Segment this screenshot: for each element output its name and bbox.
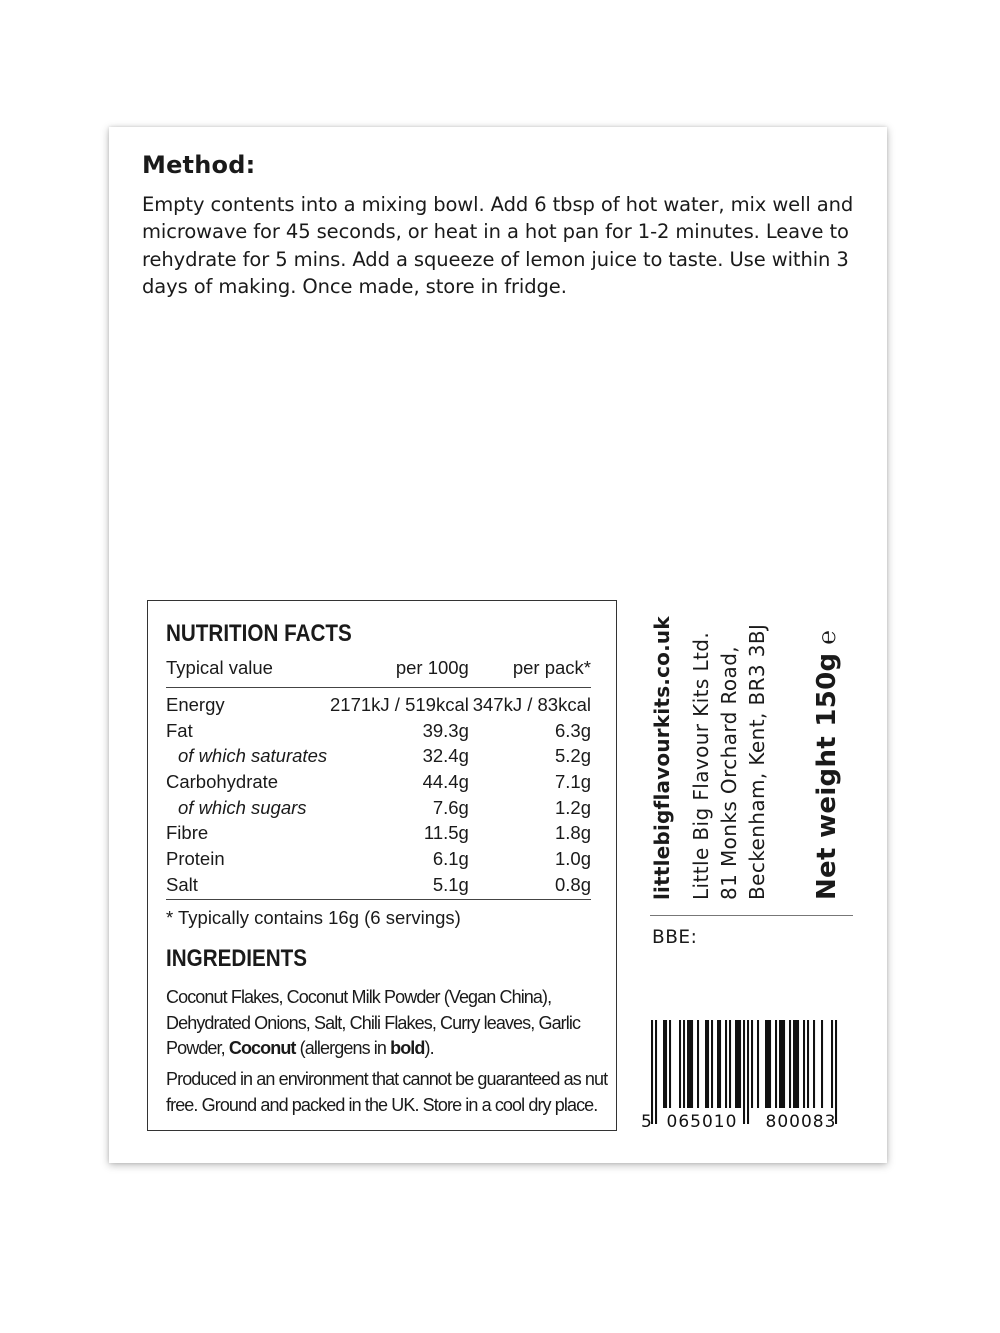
barcode-bar: [739, 1020, 741, 1108]
estimated-sign-icon: ℮: [813, 629, 841, 645]
table-row: [166, 820, 591, 846]
barcode-bar: [775, 1020, 777, 1108]
header-perpack: per pack*: [512, 657, 591, 678]
table-row: [166, 872, 591, 898]
barcode-bar: [793, 1020, 795, 1108]
production-note: Produced in an environment that cannot be guaranteed as nut free. Ground and packed in the UK. Store in a cool dry place.: [166, 1069, 608, 1115]
barcode-bar: [779, 1020, 781, 1108]
barcode-bar: [743, 1020, 745, 1124]
row-label: Fibre: [166, 822, 209, 844]
address-line-1: Little Big Flavour Kits Ltd.: [689, 631, 713, 900]
barcode-bar: [655, 1020, 657, 1124]
barcode-bar: [687, 1020, 689, 1108]
barcode-bar: [705, 1020, 707, 1108]
barcode-bar: [797, 1020, 799, 1108]
barcode-bar: [789, 1020, 791, 1108]
barcode-bar: [725, 1020, 727, 1108]
barcode-bar: [729, 1020, 731, 1108]
barcode-bar: [679, 1020, 681, 1108]
barcode-bar: [719, 1020, 721, 1108]
row-per100: 2171kJ / 519kcal: [330, 693, 469, 715]
row-per100: 32.4g: [422, 745, 469, 767]
barcode-bar: [835, 1020, 837, 1124]
table-row: [166, 743, 591, 769]
side-divider: [650, 915, 853, 916]
barcode-bar: [665, 1020, 667, 1108]
barcode-bar: [717, 1020, 719, 1108]
barcode-bar: [783, 1020, 785, 1108]
net-weight-text: Net weight 150g: [812, 652, 842, 900]
row-per100: 5.1g: [432, 873, 469, 895]
barcode-bar: [683, 1020, 685, 1108]
barcode-bar: [707, 1020, 709, 1108]
row-perpack: 1.2g: [554, 796, 591, 818]
barcode-bar: [663, 1020, 665, 1108]
barcode-bar: [735, 1020, 737, 1108]
method-text: Empty contents into a mixing bowl. Add 6 tbsp of hot water, mix well and microwave for 45 seconds, or heat in a hot pan for 1-2 minutes. Leave to rehydrate for 5 mins. Add a squeeze of lemon juice to taste. Use within 3 days of making. Once made, store in fridge.: [142, 193, 854, 298]
row-perpack: 1.0g: [554, 847, 591, 869]
row-label: of which sugars: [178, 796, 307, 818]
barcode-bar: [769, 1020, 771, 1108]
row-per100: 44.4g: [422, 770, 469, 792]
row-per100: 6.1g: [432, 847, 469, 869]
ingredients-text: Coconut Flakes, Coconut Milk Powder (Vegan China), Dehydrated Onions, Salt, Chili Flakes, Curry leaves, Garlic Powder,: [166, 987, 581, 1058]
nutrition-panel: [147, 600, 617, 1131]
header-per100: per 100g: [395, 657, 469, 678]
barcode-bar: [795, 1020, 797, 1108]
nutrition-header-row: [166, 657, 591, 688]
row-label: Protein: [166, 847, 225, 869]
table-row: [166, 846, 591, 872]
row-per100: 39.3g: [422, 719, 469, 741]
row-label: Salt: [166, 873, 198, 895]
barcode-bar: [751, 1020, 753, 1108]
website-text: littlebigflavourkits.co.uk: [650, 616, 674, 900]
barcode-bar: [813, 1020, 815, 1108]
row-perpack: 5.2g: [554, 745, 591, 767]
barcode-bar: [711, 1020, 713, 1108]
barcode-bar: [737, 1020, 739, 1108]
row-label: Fat: [166, 719, 193, 741]
barcode-bar: [781, 1020, 783, 1108]
barcode-lead-digit: 5: [641, 1112, 652, 1132]
table-row: [166, 718, 591, 744]
row-label: Carbohydrate: [166, 770, 279, 792]
net-weight: [812, 630, 842, 900]
barcode-bar: [803, 1020, 805, 1108]
header-label: Typical value: [166, 657, 273, 678]
barcode-right-digits: 800083: [765, 1112, 837, 1132]
row-perpack: 0.8g: [554, 873, 591, 895]
table-row: [166, 769, 591, 795]
table-row: [166, 795, 591, 821]
ingredients-list: [166, 985, 611, 1062]
barcode-bar: [767, 1020, 769, 1108]
barcode-bar: [757, 1020, 759, 1108]
table-row: [166, 688, 591, 718]
barcode-bar: [821, 1020, 823, 1108]
barcode-bar: [747, 1020, 749, 1124]
barcode-bars: [651, 1020, 839, 1124]
allergen-note-bold: bold: [390, 1038, 425, 1058]
row-perpack: 6.3g: [554, 719, 591, 741]
address-line-2: 81 Monks Orchard Road,: [717, 645, 741, 900]
nutrition-footnote: * Typically contains 16g (6 servings): [166, 907, 461, 928]
nutrition-table: [166, 657, 591, 898]
barcode-left-digits: 065010: [666, 1112, 738, 1132]
allergen-coconut: Coconut: [228, 1038, 296, 1058]
row-perpack: 347kJ / 83kcal: [472, 693, 591, 715]
barcode-bar: [831, 1020, 833, 1108]
barcode-bar: [697, 1020, 699, 1108]
barcode-bar: [651, 1020, 653, 1124]
row-per100: 11.5g: [423, 822, 469, 844]
product-label-back: [109, 127, 887, 1163]
barcode-bar: [765, 1020, 767, 1108]
barcode-bar: [669, 1020, 671, 1108]
row-perpack: 7.1g: [554, 770, 591, 792]
barcode-bar: [807, 1020, 809, 1108]
barcode: [639, 1020, 839, 1132]
bbe-label: BBE:: [652, 927, 698, 948]
row-perpack: 1.8g: [554, 822, 591, 844]
method-title: Method:: [142, 151, 256, 179]
barcode-bar: [691, 1020, 693, 1108]
row-label: Energy: [166, 693, 225, 715]
allergen-note-open: (allergens in: [295, 1038, 391, 1058]
row-label: of which saturates: [178, 745, 328, 767]
address-line-3: Beckenham, Kent, BR3 3BJ: [745, 623, 769, 900]
ingredients-title: INGREDIENTS: [166, 945, 308, 972]
table-divider: [166, 899, 591, 900]
barcode-bar: [689, 1020, 691, 1108]
row-per100: 7.6g: [432, 796, 469, 818]
allergen-note-close: ).: [424, 1038, 434, 1058]
nutrition-title: NUTRITION FACTS: [166, 620, 352, 647]
